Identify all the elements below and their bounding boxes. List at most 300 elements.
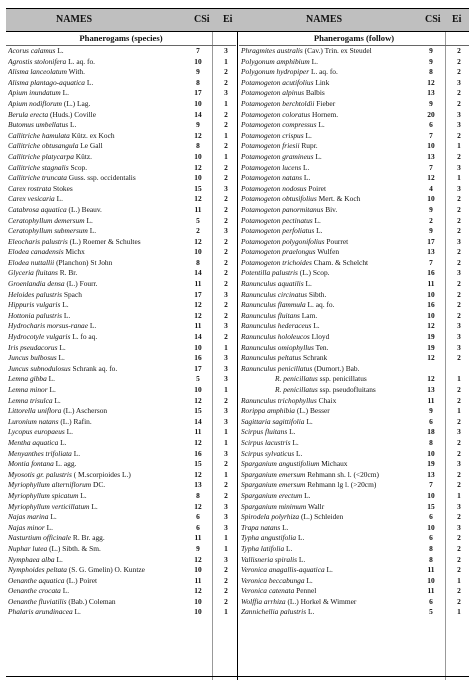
species-author: L. agg. [55, 459, 77, 469]
species-name [241, 163, 425, 174]
species-author: L. [316, 226, 323, 236]
table-row [239, 290, 469, 301]
species-name [241, 78, 425, 89]
table-row [239, 300, 469, 311]
species-binomial: Acorus calamus [8, 46, 56, 55]
species-name [241, 555, 425, 566]
species-name [8, 353, 192, 364]
species-binomial: Trapa natans [241, 522, 281, 532]
table-row [239, 332, 469, 343]
csi-value: 14 [194, 268, 202, 278]
species-name [8, 470, 192, 481]
csi-value: 10 [194, 607, 202, 617]
species-name [241, 417, 425, 428]
table-row [6, 46, 236, 57]
species-binomial: Callitriche platycarpa [8, 151, 74, 161]
table-row [239, 237, 469, 248]
ei-value: 3 [457, 342, 461, 352]
species-binomial: Ranunculus hololeucos [241, 332, 310, 342]
ei-value: 3 [224, 226, 228, 236]
species-name [241, 67, 425, 78]
table-row [239, 480, 469, 491]
table-row [239, 258, 469, 269]
species-author: L. [48, 374, 56, 384]
table-row [6, 480, 236, 491]
species-author: L. [70, 120, 77, 130]
table-row [239, 321, 469, 332]
species-name [241, 216, 425, 227]
ei-value: 3 [457, 109, 461, 119]
ei-value: 1 [457, 575, 461, 585]
species-author: L. [313, 321, 320, 331]
table-row [239, 385, 469, 396]
ei-value: 2 [224, 215, 228, 225]
species-name [8, 491, 192, 502]
table-row [6, 491, 236, 502]
species-name [241, 533, 425, 544]
species-binomial: Hydrocotyle vulgaris [8, 332, 71, 342]
table-row [239, 533, 469, 544]
ei-value: 2 [457, 289, 461, 299]
species-name [8, 374, 192, 385]
species-author: L. [56, 194, 63, 204]
species-author: L. [304, 490, 311, 500]
species-author: Fieber [316, 98, 336, 108]
species-author: (L.) Besser [296, 406, 330, 416]
species-name [8, 576, 192, 587]
species-binomial: Nymphaea alba [8, 554, 55, 564]
ei-value: 2 [457, 310, 461, 320]
species-name [8, 597, 192, 608]
species-author: Cham. & Schelcht [313, 257, 369, 267]
table-row [239, 364, 469, 375]
species-binomial: Alisma lanceolatum [8, 67, 67, 77]
species-name [241, 607, 425, 618]
csi-value: 9 [429, 226, 433, 236]
table-row [6, 57, 236, 68]
species-binomial: Potamogeton nodosus [241, 183, 307, 193]
ei-value: 1 [457, 607, 461, 617]
species-name [241, 459, 425, 470]
table-row [239, 46, 469, 57]
ei-value: 2 [457, 215, 461, 225]
species-binomial: Ceratophyllum submersum [8, 226, 88, 236]
ei-value: 2 [457, 543, 461, 553]
csi-value: 13 [427, 469, 435, 479]
species-binomial: Ranunculus fluitans [241, 310, 300, 320]
species-author: Poiret [308, 183, 327, 193]
csi-value: 10 [194, 565, 202, 575]
table-row [239, 438, 469, 449]
species-name [8, 67, 192, 78]
species-author: ( M.scorpioides L.) [73, 469, 131, 479]
species-name [241, 353, 425, 364]
ei-value: 1 [457, 374, 461, 384]
species-name [8, 364, 192, 375]
csi-value: 11 [427, 586, 435, 596]
ei-value: 2 [457, 300, 461, 310]
species-binomial: Potamogeton perfoliatus [241, 226, 315, 236]
species-author: (L.) Fourr. [66, 279, 98, 289]
species-author: ssp. penicillatus [319, 374, 367, 384]
ei-value: 1 [224, 427, 228, 437]
species-author: L. [306, 416, 313, 426]
species-binomial: Ranunculus circinatus [241, 289, 308, 299]
species-binomial: Ranunculus trichophyllus [241, 395, 317, 405]
ei-value: 2 [457, 586, 461, 596]
species-binomial: Nymphoides peltata [8, 565, 67, 575]
species-binomial: Butomus umbellatus [8, 120, 69, 130]
species-name [8, 544, 192, 555]
species-name [8, 99, 192, 110]
species-binomial: Menyanthes trifoliata [8, 448, 72, 458]
species-name [8, 396, 192, 407]
table-row [6, 311, 236, 322]
species-binomial: Potamogeton compressus [241, 120, 317, 130]
csi-value: 12 [427, 173, 435, 183]
csi-value: 12 [427, 374, 435, 384]
ei-value: 2 [224, 120, 228, 130]
csi-value: 12 [427, 321, 435, 331]
ei-value: 2 [457, 565, 461, 575]
ei-value: 1 [224, 56, 228, 66]
csi-value: 9 [429, 56, 433, 66]
table-row [239, 57, 469, 68]
species-name [8, 194, 192, 205]
species-binomial: Myosotis gr. palustris [8, 469, 72, 479]
table-row [6, 321, 236, 332]
species-binomial: Callitriche stagnalis [8, 162, 69, 172]
species-binomial: Juncus subnodulosus [8, 363, 71, 373]
species-name [241, 268, 425, 279]
species-author: L. [59, 342, 66, 352]
species-author: L. [60, 437, 67, 447]
species-name [8, 141, 192, 152]
ei-value: 2 [457, 416, 461, 426]
csi-value: 9 [196, 543, 200, 553]
species-binomial: Rorippa amphibia [241, 406, 295, 416]
species-author: (L.) Schleiden [300, 512, 344, 522]
species-name [241, 597, 425, 608]
species-name [241, 226, 425, 237]
species-name [241, 141, 425, 152]
ei-value: 2 [457, 247, 461, 257]
species-name [8, 300, 192, 311]
species-name [8, 237, 192, 248]
species-author: L. [74, 607, 81, 617]
csi-value: 12 [194, 310, 202, 320]
species-name [241, 480, 425, 491]
species-author: Schrank aq. fo. [72, 363, 118, 373]
csi-value: 10 [427, 490, 435, 500]
header-ei-right: Ei [452, 14, 462, 25]
species-binomial: Alisma plantago-aquatica [8, 77, 85, 87]
ei-value: 3 [224, 448, 228, 458]
table-row [239, 194, 469, 205]
species-binomial: R. penicillatus [275, 374, 318, 384]
species-name [8, 268, 192, 279]
species-name [241, 502, 425, 513]
ei-value: 3 [457, 522, 461, 532]
species-name [8, 258, 192, 269]
species-binomial: Potamogeton coloratus [241, 109, 311, 119]
species-binomial: Myriophyllum spicatum [8, 490, 79, 500]
header-csi-left: CSi [194, 14, 210, 25]
table-row [6, 544, 236, 555]
species-author: L. [50, 512, 57, 522]
species-name [8, 173, 192, 184]
table-row [6, 332, 236, 343]
species-binomial: Sagittaria sagittifolia [241, 416, 305, 426]
species-binomial: Callitriche truncata [8, 173, 67, 183]
species-binomial: Ranunculus hederaceus [241, 321, 312, 331]
ei-value: 1 [457, 490, 461, 500]
ei-value: 3 [224, 374, 228, 384]
section-title-right: Phanerogams (follow) [239, 32, 469, 46]
species-binomial: Myriophyllum alterniflorum [8, 480, 92, 490]
species-binomial: Sparganium erectum [241, 490, 303, 500]
species-name [8, 247, 192, 258]
species-name [8, 533, 192, 544]
species-name [8, 512, 192, 523]
species-binomial: Lemna trisulca [8, 395, 53, 405]
ei-value: 2 [224, 575, 228, 585]
table-row [6, 173, 236, 184]
species-name [8, 586, 192, 597]
ei-value: 2 [457, 279, 461, 289]
species-binomial: Ranunculus flammula [241, 300, 306, 310]
table-row [6, 78, 236, 89]
species-binomial: Potamogeton panormitanus [241, 204, 324, 214]
table-row [239, 470, 469, 481]
ei-value: 3 [224, 363, 228, 373]
table-row [6, 406, 236, 417]
table-row [239, 67, 469, 78]
species-author: (L.) Roemer & Schultes [69, 236, 141, 246]
ei-value: 3 [224, 501, 228, 511]
species-binomial: Mentha aquatica [8, 437, 59, 447]
ei-value: 3 [224, 522, 228, 532]
species-binomial: Myriophyllum verticillatum [8, 501, 90, 511]
table-row [6, 163, 236, 174]
table-row [6, 290, 236, 301]
table-row [6, 268, 236, 279]
ei-value: 1 [224, 437, 228, 447]
species-binomial: Oenanthe aquatica [8, 575, 65, 585]
species-name [241, 364, 425, 375]
ei-value: 2 [224, 194, 228, 204]
table-row [239, 110, 469, 121]
species-author: (L.) Beauv. [68, 204, 102, 214]
ei-value: 3 [457, 236, 461, 246]
table-row [239, 396, 469, 407]
table-row [239, 502, 469, 513]
species-table [6, 8, 469, 680]
species-author: Lloyd [311, 332, 330, 342]
left-column [6, 32, 236, 618]
species-author: Spach [63, 289, 82, 299]
header-ei-left: Ei [223, 14, 233, 25]
csi-value: 10 [194, 151, 202, 161]
csi-value: 6 [196, 522, 200, 532]
species-name [8, 184, 192, 195]
section-title-left: Phanerogams (species) [6, 32, 236, 46]
csi-value: 16 [427, 300, 435, 310]
ei-value: 2 [224, 395, 228, 405]
species-author: (L.) Sibth. & Sm. [49, 543, 101, 553]
table-row [239, 374, 469, 385]
species-author: Ten. [315, 342, 329, 352]
csi-value: 12 [194, 395, 202, 405]
ei-value: 3 [224, 406, 228, 416]
csi-value: 13 [427, 247, 435, 257]
csi-value: 11 [194, 321, 202, 331]
table-row [6, 237, 236, 248]
csi-value: 16 [194, 353, 202, 363]
species-author: Scop. [70, 162, 88, 172]
species-name [241, 194, 425, 205]
ei-value: 2 [457, 448, 461, 458]
ei-value: 2 [224, 67, 228, 77]
ei-value: 1 [457, 406, 461, 416]
csi-value: 13 [427, 88, 435, 98]
species-author: (Dumort.) Bab. [314, 363, 360, 373]
ei-value: 1 [224, 543, 228, 553]
ei-value: 1 [224, 385, 228, 394]
table-row [6, 226, 236, 237]
csi-value: 7 [196, 46, 200, 55]
species-name [241, 544, 425, 555]
ei-value: 2 [457, 88, 461, 98]
table-row [6, 152, 236, 163]
species-name [8, 216, 192, 227]
csi-value: 8 [429, 67, 433, 77]
species-author: Le Gall [80, 141, 103, 151]
table-body [6, 32, 469, 680]
csi-value: 8 [196, 141, 200, 151]
species-binomial: Veronica beccabunga [241, 575, 305, 585]
csi-value: 12 [194, 469, 202, 479]
species-binomial: Typha angustifolia [241, 533, 297, 543]
ei-value: 2 [457, 204, 461, 214]
csi-value: 15 [194, 459, 202, 469]
table-row [6, 258, 236, 269]
table-row [6, 417, 236, 428]
species-binomial: Littorella uniflora [8, 406, 62, 416]
species-author: L. [62, 88, 69, 98]
species-author: L. [303, 173, 311, 183]
ei-value: 3 [457, 459, 461, 469]
species-binomial: Berula erecta [8, 109, 49, 119]
species-binomial: Apium inundatum [8, 88, 61, 98]
species-name [8, 417, 192, 428]
ei-value: 3 [224, 512, 228, 522]
species-name [241, 205, 425, 216]
table-row [6, 502, 236, 513]
species-binomial: Luronium natans [8, 416, 59, 426]
column-divider [237, 32, 238, 680]
species-binomial: Potamogeton obtusifolius [241, 194, 317, 204]
table-row [6, 353, 236, 364]
species-name [241, 46, 425, 57]
ei-value: 2 [224, 268, 228, 278]
table-header [6, 8, 469, 32]
species-name [241, 184, 425, 195]
ei-value: 3 [457, 332, 461, 342]
species-binomial: Montia fontana [8, 459, 54, 469]
table-row [6, 565, 236, 576]
ei-value: 3 [224, 46, 228, 55]
species-author: ssp. pseudofluitans [319, 385, 376, 394]
species-author: Link [315, 77, 330, 87]
species-name [241, 120, 425, 131]
csi-value: 14 [194, 109, 202, 119]
ei-value: 3 [457, 162, 461, 172]
ei-value: 2 [224, 300, 228, 310]
species-author: Michx [65, 247, 85, 257]
csi-value: 10 [194, 247, 202, 257]
csi-value: 15 [427, 501, 435, 511]
csi-value: 4 [429, 183, 433, 193]
species-binomial: Zannichellia palustris [241, 607, 307, 617]
table-row [6, 586, 236, 597]
species-author: L. [305, 130, 312, 140]
species-author: (Cav.) Trin. ex Steudel [304, 46, 372, 55]
ei-value: 2 [224, 173, 228, 183]
ei-value: 2 [457, 67, 461, 77]
csi-value: 9 [429, 98, 433, 108]
ei-value: 2 [224, 204, 228, 214]
csi-value: 10 [427, 522, 435, 532]
species-name [8, 502, 192, 513]
ei-value: 2 [457, 46, 461, 55]
species-name [241, 332, 425, 343]
species-binomial: Potamogeton alpinus [241, 88, 305, 98]
species-binomial: Spirodela polyrhiza [241, 512, 300, 522]
species-name [241, 247, 425, 258]
ei-value: 3 [224, 88, 228, 98]
csi-value: 13 [194, 480, 202, 490]
csi-value: 16 [194, 448, 202, 458]
species-name [8, 78, 192, 89]
csi-value: 17 [427, 236, 435, 246]
species-binomial: Ceratophyllum demersum [8, 215, 85, 225]
species-name [241, 586, 425, 597]
species-binomial: Heloides palustris [8, 289, 62, 299]
species-name [8, 607, 192, 618]
species-name [275, 374, 425, 385]
species-name [241, 99, 425, 110]
species-author: (L.) Ascherson [63, 406, 108, 416]
ei-value: 1 [224, 607, 228, 617]
species-binomial: Elodea nuttallii [8, 257, 55, 267]
species-binomial: Juncus bulbosus [8, 353, 57, 363]
ei-value: 3 [457, 77, 461, 87]
table-row [239, 406, 469, 417]
csi-value: 8 [429, 543, 433, 553]
table-row [239, 268, 469, 279]
ei-value: 2 [457, 596, 461, 606]
species-binomial: Potamogeton praelongus [241, 247, 316, 257]
species-author: L. [311, 56, 319, 66]
species-binomial: Ranunculus omiophyllus [241, 342, 314, 352]
species-binomial: Apium nodiflorum [8, 98, 62, 108]
csi-value: 8 [429, 437, 433, 447]
ei-value: 3 [457, 268, 461, 278]
species-binomial: Hippuris vulgaris [8, 300, 61, 310]
species-author: Pourret [326, 236, 349, 246]
csi-value: 10 [427, 289, 435, 299]
